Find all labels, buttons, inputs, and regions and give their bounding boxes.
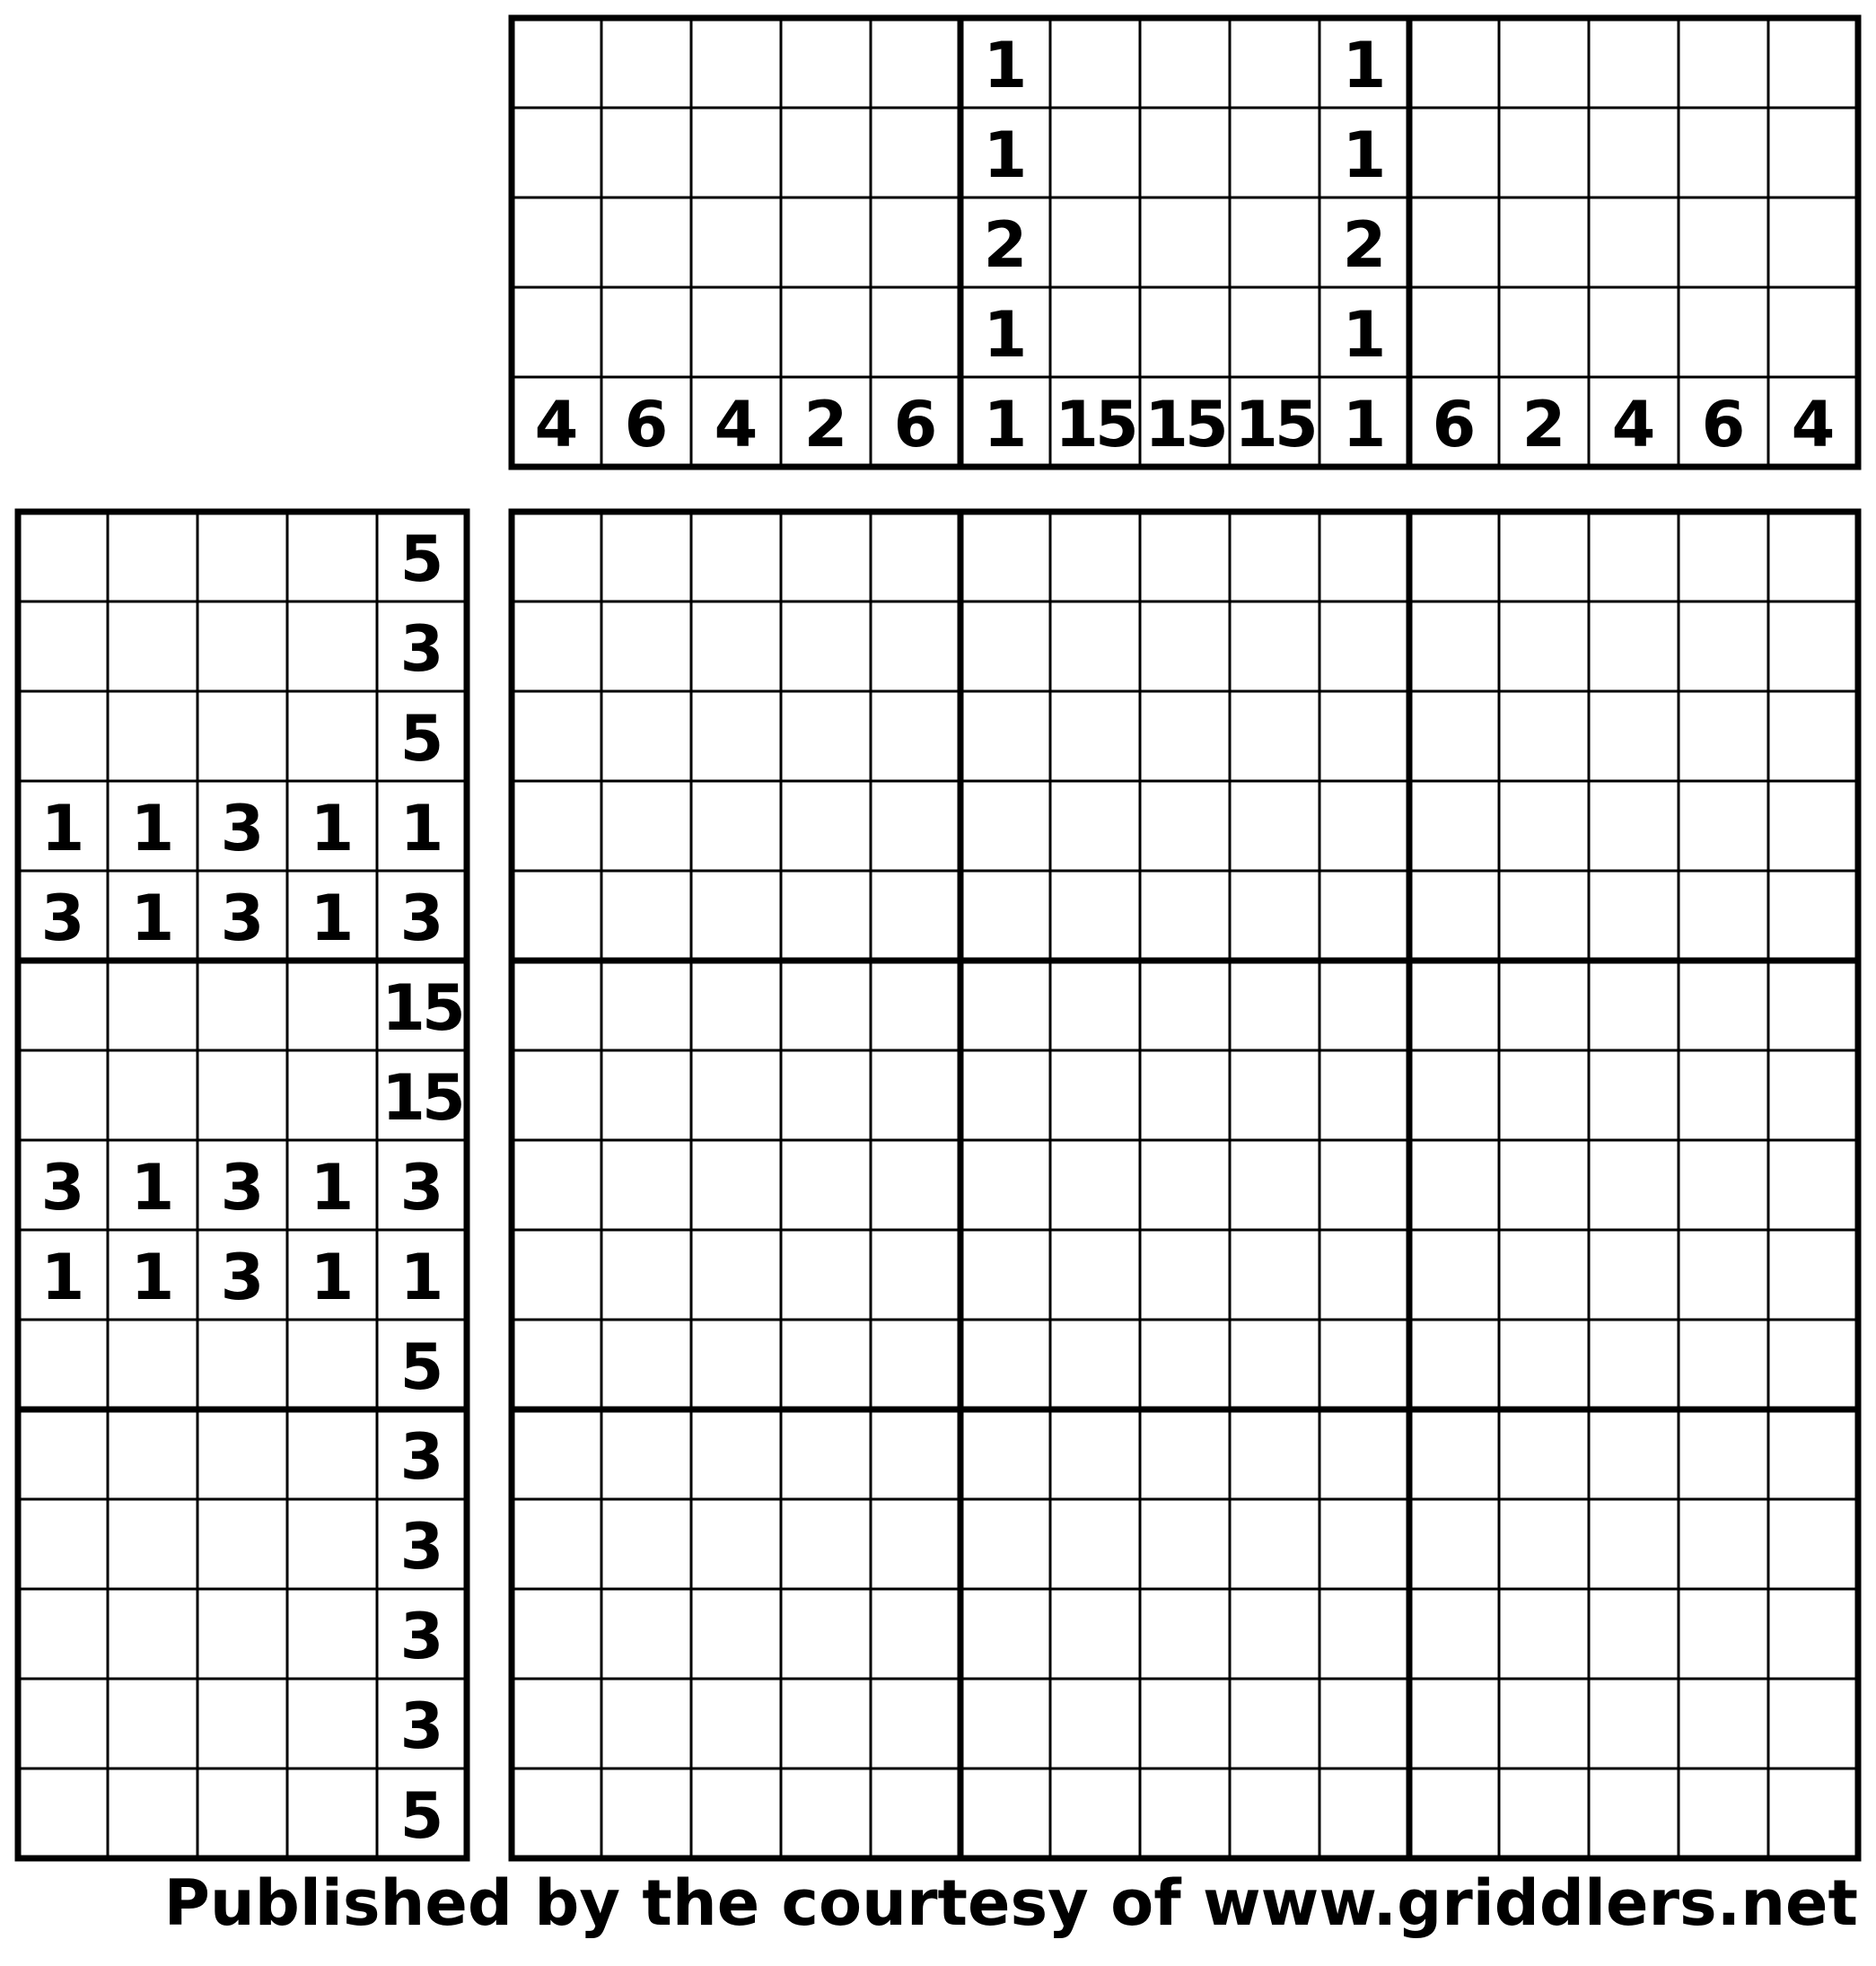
grid-cell[interactable] — [1409, 1409, 1499, 1499]
grid-cell[interactable] — [1499, 781, 1589, 871]
grid-cell[interactable] — [781, 691, 871, 781]
row-clue: 1 — [40, 1241, 85, 1314]
grid-cell[interactable] — [1589, 601, 1679, 691]
grid-cell[interactable] — [1140, 1679, 1230, 1769]
grid-cell[interactable] — [1589, 1499, 1679, 1589]
grid-cell[interactable] — [1230, 1499, 1319, 1589]
grid-cell[interactable] — [1679, 512, 1768, 601]
grid-cell[interactable] — [960, 1230, 1050, 1320]
grid-cell[interactable] — [601, 781, 691, 871]
grid-cell[interactable] — [1679, 1409, 1768, 1499]
grid-cell[interactable] — [512, 1230, 601, 1320]
grid-cell[interactable] — [1140, 1140, 1230, 1230]
grid-cell[interactable] — [601, 1769, 691, 1858]
row-clue: 5 — [399, 702, 444, 776]
grid-cell[interactable] — [1499, 1140, 1589, 1230]
grid-cell[interactable] — [601, 1589, 691, 1679]
grid-cell[interactable] — [1499, 961, 1589, 1050]
grid-cell[interactable] — [1499, 1679, 1589, 1769]
grid-cell[interactable] — [691, 1769, 781, 1858]
grid-cell[interactable] — [691, 1409, 781, 1499]
column-clue: 1 — [983, 388, 1028, 461]
grid-cell[interactable] — [1409, 871, 1499, 961]
grid-cell[interactable] — [691, 1499, 781, 1589]
grid-cell[interactable] — [781, 1050, 871, 1140]
grid-cell[interactable] — [601, 601, 691, 691]
grid-cell[interactable] — [601, 1140, 691, 1230]
grid-cell[interactable] — [691, 1050, 781, 1140]
column-clue: 6 — [624, 388, 669, 461]
grid-cell[interactable] — [691, 1679, 781, 1769]
grid-cell[interactable] — [691, 1589, 781, 1679]
grid-cell[interactable] — [1319, 601, 1409, 691]
grid-cell[interactable] — [960, 1499, 1050, 1589]
grid-cell[interactable] — [1230, 871, 1319, 961]
grid-cell[interactable] — [871, 691, 960, 781]
grid-cell[interactable] — [1319, 871, 1409, 961]
grid-cell[interactable] — [512, 691, 601, 781]
row-clue: 3 — [220, 792, 265, 865]
grid-cell[interactable] — [1679, 1320, 1768, 1409]
grid-cell[interactable] — [1409, 1140, 1499, 1230]
row-clue: 1 — [130, 1241, 175, 1314]
grid-cell[interactable] — [1589, 781, 1679, 871]
grid-cell[interactable] — [1140, 601, 1230, 691]
grid-cell[interactable] — [512, 1320, 601, 1409]
column-clue: 2 — [803, 388, 848, 461]
column-clue: 2 — [1342, 208, 1387, 282]
grid-cell[interactable] — [781, 512, 871, 601]
grid-cell[interactable] — [691, 1320, 781, 1409]
grid-cell[interactable] — [1499, 1769, 1589, 1858]
row-clue: 3 — [220, 1241, 265, 1314]
grid-cell[interactable] — [1140, 781, 1230, 871]
grid-cell[interactable] — [691, 781, 781, 871]
grid-cell[interactable] — [1140, 871, 1230, 961]
grid-cell[interactable] — [1050, 1499, 1140, 1589]
grid-cell[interactable] — [1140, 961, 1230, 1050]
grid-cell[interactable] — [1050, 1140, 1140, 1230]
grid-cell[interactable] — [871, 1499, 960, 1589]
grid-cell[interactable] — [960, 1320, 1050, 1409]
grid-cell[interactable] — [1768, 1589, 1858, 1679]
grid-cell[interactable] — [1768, 512, 1858, 601]
grid-cell[interactable] — [691, 512, 781, 601]
grid-cell[interactable] — [871, 781, 960, 871]
grid-cell[interactable] — [601, 1499, 691, 1589]
grid-cell[interactable] — [1409, 781, 1499, 871]
grid-cell[interactable] — [781, 1320, 871, 1409]
grid-cell[interactable] — [691, 961, 781, 1050]
row-clue: 5 — [399, 1779, 444, 1853]
grid-cell[interactable] — [1589, 1140, 1679, 1230]
grid-cell[interactable] — [781, 1589, 871, 1679]
grid-cell[interactable] — [1768, 1320, 1858, 1409]
column-clue: 6 — [893, 388, 938, 461]
grid-cell[interactable] — [1319, 1320, 1409, 1409]
grid-cell[interactable] — [601, 1409, 691, 1499]
grid-cell[interactable] — [781, 961, 871, 1050]
grid-cell[interactable] — [1140, 1409, 1230, 1499]
grid-cell[interactable] — [1230, 1409, 1319, 1499]
grid-cell[interactable] — [601, 1679, 691, 1769]
grid-cell[interactable] — [1499, 691, 1589, 781]
column-clue: 15 — [1055, 388, 1135, 461]
grid-cell[interactable] — [871, 1050, 960, 1140]
column-clue: 1 — [1342, 388, 1387, 461]
grid-cell[interactable] — [1589, 1320, 1679, 1409]
row-clue: 3 — [399, 1690, 444, 1763]
grid-cell[interactable] — [601, 1320, 691, 1409]
grid-cell[interactable] — [781, 1409, 871, 1499]
grid-cell[interactable] — [512, 1679, 601, 1769]
grid-cell[interactable] — [871, 601, 960, 691]
grid-cell[interactable] — [512, 1140, 601, 1230]
grid-cell[interactable] — [601, 1050, 691, 1140]
grid-cell[interactable] — [1499, 601, 1589, 691]
puzzle-grid[interactable] — [512, 512, 1858, 1858]
grid-cell[interactable] — [1050, 1589, 1140, 1679]
grid-cell[interactable] — [1589, 1050, 1679, 1140]
grid-cell[interactable] — [1319, 1140, 1409, 1230]
grid-cell[interactable] — [691, 691, 781, 781]
grid-cell[interactable] — [1768, 601, 1858, 691]
grid-cell[interactable] — [1499, 1050, 1589, 1140]
grid-cell[interactable] — [871, 1320, 960, 1409]
grid-cell[interactable] — [1768, 691, 1858, 781]
grid-cell[interactable] — [1679, 1589, 1768, 1679]
grid-cell[interactable] — [960, 961, 1050, 1050]
column-clue: 2 — [1521, 388, 1566, 461]
row-clue: 3 — [40, 882, 85, 955]
grid-cell[interactable] — [1319, 691, 1409, 781]
grid-cell[interactable] — [1409, 961, 1499, 1050]
grid-cell[interactable] — [871, 1769, 960, 1858]
grid-cell[interactable] — [1140, 1050, 1230, 1140]
row-clue: 1 — [40, 792, 85, 865]
grid-cell[interactable] — [1499, 1409, 1589, 1499]
grid-cell[interactable] — [1140, 1320, 1230, 1409]
grid-cell[interactable] — [1589, 1589, 1679, 1679]
grid-cell[interactable] — [781, 601, 871, 691]
grid-cell[interactable] — [1230, 512, 1319, 601]
row-clue: 15 — [381, 1061, 462, 1135]
column-clue: 1 — [983, 298, 1028, 372]
grid-cell[interactable] — [781, 1769, 871, 1858]
grid-cell[interactable] — [781, 781, 871, 871]
grid-cell[interactable] — [1409, 1769, 1499, 1858]
grid-cell[interactable] — [1050, 1050, 1140, 1140]
grid-cell[interactable] — [781, 1679, 871, 1769]
row-clue: 3 — [40, 1151, 85, 1224]
grid-cell[interactable] — [1589, 691, 1679, 781]
row-clue: 3 — [399, 1600, 444, 1673]
row-clue: 5 — [399, 522, 444, 596]
grid-cell[interactable] — [1679, 781, 1768, 871]
grid-cell[interactable] — [512, 781, 601, 871]
column-clue: 4 — [534, 388, 579, 461]
row-clue: 15 — [381, 971, 462, 1045]
grid-cell[interactable] — [1409, 1589, 1499, 1679]
row-clue: 1 — [130, 792, 175, 865]
grid-cell[interactable] — [1499, 1499, 1589, 1589]
grid-cell[interactable] — [1409, 691, 1499, 781]
column-clue: 1 — [983, 29, 1028, 102]
row-clue: 3 — [399, 1151, 444, 1224]
grid-cell[interactable] — [1230, 1769, 1319, 1858]
column-clue: 15 — [1144, 388, 1225, 461]
grid-cell[interactable] — [1768, 1050, 1858, 1140]
grid-cell[interactable] — [512, 512, 601, 601]
grid-cell[interactable] — [601, 871, 691, 961]
grid-cell[interactable] — [1409, 601, 1499, 691]
grid-cell[interactable] — [1050, 871, 1140, 961]
grid-cell[interactable] — [781, 1499, 871, 1589]
row-clue: 3 — [399, 612, 444, 686]
grid-cell[interactable] — [1319, 781, 1409, 871]
column-clue: 6 — [1701, 388, 1746, 461]
grid-cell[interactable] — [1230, 1230, 1319, 1320]
grid-cell[interactable] — [1768, 1409, 1858, 1499]
grid-cell[interactable] — [1679, 1679, 1768, 1769]
grid-cell[interactable] — [1679, 1769, 1768, 1858]
row-clue: 1 — [130, 882, 175, 955]
grid-cell[interactable] — [691, 601, 781, 691]
grid-cell[interactable] — [871, 512, 960, 601]
row-clue: 1 — [310, 792, 355, 865]
grid-cell[interactable] — [512, 871, 601, 961]
grid-cell[interactable] — [1319, 1769, 1409, 1858]
grid-cell[interactable] — [512, 961, 601, 1050]
grid-cell[interactable] — [601, 512, 691, 601]
grid-cell[interactable] — [1768, 961, 1858, 1050]
grid-cell[interactable] — [1679, 1140, 1768, 1230]
grid-cell[interactable] — [1589, 1409, 1679, 1499]
grid-cell[interactable] — [960, 871, 1050, 961]
grid-cell[interactable] — [1589, 961, 1679, 1050]
grid-cell[interactable] — [1050, 601, 1140, 691]
grid-cell[interactable] — [1230, 1050, 1319, 1140]
grid-cell[interactable] — [1140, 691, 1230, 781]
row-clue: 1 — [310, 1241, 355, 1314]
grid-cell[interactable] — [1589, 1679, 1679, 1769]
grid-cell[interactable] — [781, 1140, 871, 1230]
grid-cell[interactable] — [601, 961, 691, 1050]
grid-cell[interactable] — [871, 1140, 960, 1230]
row-clue: 1 — [399, 792, 444, 865]
grid-cell[interactable] — [1679, 691, 1768, 781]
grid-cell[interactable] — [1319, 1679, 1409, 1769]
grid-cell[interactable] — [781, 1230, 871, 1320]
grid-cell[interactable] — [1589, 1769, 1679, 1858]
grid-cell[interactable] — [1050, 961, 1140, 1050]
grid-cell[interactable] — [960, 1140, 1050, 1230]
row-clue: 1 — [310, 882, 355, 955]
grid-cell[interactable] — [601, 691, 691, 781]
grid-cell[interactable] — [1589, 512, 1679, 601]
grid-cell[interactable] — [1230, 691, 1319, 781]
grid-cell[interactable] — [1050, 1769, 1140, 1858]
row-clue: 3 — [220, 1151, 265, 1224]
grid-cell[interactable] — [1140, 1230, 1230, 1320]
grid-cell[interactable] — [1409, 1320, 1499, 1409]
grid-cell[interactable] — [1409, 1230, 1499, 1320]
grid-cell[interactable] — [1140, 1499, 1230, 1589]
grid-cell[interactable] — [1589, 1230, 1679, 1320]
grid-cell[interactable] — [960, 601, 1050, 691]
row-clues-panel — [18, 512, 467, 1858]
grid-cell[interactable] — [1230, 1140, 1319, 1230]
column-clue: 4 — [714, 388, 758, 461]
grid-cell[interactable] — [1319, 961, 1409, 1050]
grid-cell[interactable] — [1499, 1230, 1589, 1320]
grid-cell[interactable] — [512, 1409, 601, 1499]
grid-cell[interactable] — [1679, 1050, 1768, 1140]
row-clue: 3 — [399, 1510, 444, 1584]
grid-cell[interactable] — [871, 1230, 960, 1320]
grid-cell[interactable] — [1409, 1679, 1499, 1769]
grid-cell[interactable] — [1140, 512, 1230, 601]
grid-cell[interactable] — [1679, 601, 1768, 691]
grid-cell[interactable] — [1319, 1499, 1409, 1589]
grid-cell[interactable] — [1679, 1499, 1768, 1589]
grid-cell[interactable] — [1409, 1499, 1499, 1589]
grid-cell[interactable] — [960, 691, 1050, 781]
row-clue: 3 — [399, 882, 444, 955]
grid-cell[interactable] — [1319, 1589, 1409, 1679]
grid-cell[interactable] — [1050, 1679, 1140, 1769]
grid-cell[interactable] — [1499, 871, 1589, 961]
grid-cell[interactable] — [1768, 1230, 1858, 1320]
grid-cell[interactable] — [960, 781, 1050, 871]
grid-cell[interactable] — [691, 1140, 781, 1230]
grid-cell[interactable] — [1050, 1320, 1140, 1409]
grid-cell[interactable] — [1768, 1769, 1858, 1858]
column-clue: 1 — [1342, 29, 1387, 102]
grid-cell[interactable] — [1230, 601, 1319, 691]
grid-cell[interactable] — [1230, 1589, 1319, 1679]
grid-cell[interactable] — [960, 512, 1050, 601]
grid-cell[interactable] — [1230, 1320, 1319, 1409]
grid-cell[interactable] — [1679, 1230, 1768, 1320]
grid-cell[interactable] — [691, 1230, 781, 1320]
grid-cell[interactable] — [871, 1589, 960, 1679]
grid-cell[interactable] — [1230, 781, 1319, 871]
grid-cell[interactable] — [960, 1409, 1050, 1499]
grid-cell[interactable] — [1679, 871, 1768, 961]
row-clue: 5 — [399, 1330, 444, 1404]
grid-cell[interactable] — [512, 1050, 601, 1140]
row-clue: 1 — [310, 1151, 355, 1224]
row-clue: 3 — [399, 1420, 444, 1494]
grid-cell[interactable] — [1140, 1769, 1230, 1858]
grid-cell[interactable] — [1050, 691, 1140, 781]
column-clue: 6 — [1432, 388, 1477, 461]
grid-cell[interactable] — [1319, 512, 1409, 601]
grid-cell[interactable] — [1589, 871, 1679, 961]
grid-cell[interactable] — [1050, 1409, 1140, 1499]
grid-cell[interactable] — [1768, 1679, 1858, 1769]
grid-cell[interactable] — [1768, 781, 1858, 871]
grid-cell[interactable] — [1230, 961, 1319, 1050]
column-clue: 1 — [983, 118, 1028, 192]
grid-cell[interactable] — [512, 1589, 601, 1679]
grid-cell[interactable] — [781, 871, 871, 961]
row-clue: 1 — [130, 1151, 175, 1224]
grid-cell[interactable] — [1499, 1589, 1589, 1679]
row-clue: 1 — [399, 1241, 444, 1314]
grid-cell[interactable] — [1768, 1140, 1858, 1230]
grid-cell[interactable] — [871, 961, 960, 1050]
column-clue: 1 — [1342, 118, 1387, 192]
grid-cell[interactable] — [1319, 1230, 1409, 1320]
column-clue: 1 — [1342, 298, 1387, 372]
grid-cell[interactable] — [871, 1409, 960, 1499]
row-clue: 3 — [220, 882, 265, 955]
grid-cell[interactable] — [691, 871, 781, 961]
grid-cell[interactable] — [1499, 512, 1589, 601]
grid-cell[interactable] — [1679, 961, 1768, 1050]
grid-cell[interactable] — [1319, 1409, 1409, 1499]
grid-cell[interactable] — [960, 1589, 1050, 1679]
column-clue: 4 — [1791, 388, 1836, 461]
grid-cell[interactable] — [1050, 512, 1140, 601]
grid-cell[interactable] — [1319, 1050, 1409, 1140]
grid-cell[interactable] — [1140, 1589, 1230, 1679]
column-clue: 15 — [1234, 388, 1315, 461]
courtesy-footer: Published by the courtesy of www.griddlers.net — [163, 1866, 1858, 1940]
grid-cell[interactable] — [512, 601, 601, 691]
grid-cell[interactable] — [1050, 1230, 1140, 1320]
grid-cell[interactable] — [960, 1769, 1050, 1858]
grid-cell[interactable] — [1499, 1320, 1589, 1409]
grid-cell[interactable] — [871, 1679, 960, 1769]
grid-cell[interactable] — [1768, 1499, 1858, 1589]
grid-cell[interactable] — [1230, 1679, 1319, 1769]
column-clue: 4 — [1611, 388, 1656, 461]
column-clue: 2 — [983, 208, 1028, 282]
column-clues-panel — [512, 18, 1858, 467]
grid-cell[interactable] — [960, 1679, 1050, 1769]
grid-cell[interactable] — [1050, 781, 1140, 871]
grid-cell[interactable] — [960, 1050, 1050, 1140]
grid-cell[interactable] — [1768, 871, 1858, 961]
grid-cell[interactable] — [1409, 1050, 1499, 1140]
grid-cell[interactable] — [601, 1230, 691, 1320]
grid-cell[interactable] — [1409, 512, 1499, 601]
grid-cell[interactable] — [871, 871, 960, 961]
grid-cell[interactable] — [512, 1499, 601, 1589]
grid-cell[interactable] — [512, 1769, 601, 1858]
